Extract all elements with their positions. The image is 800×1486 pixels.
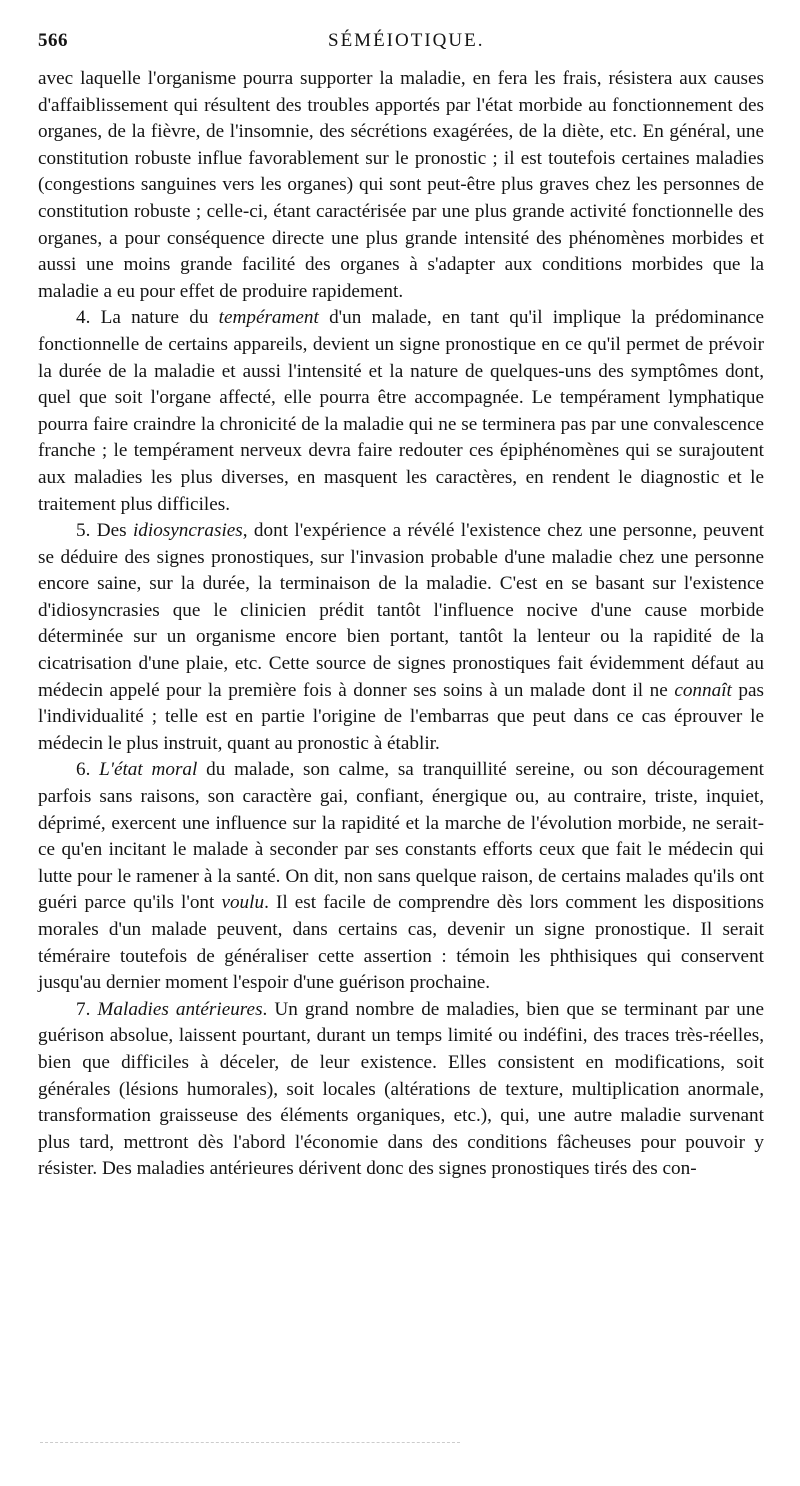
italic-term: tempérament: [218, 307, 319, 329]
body-text: [38, 66, 764, 1183]
italic-term: idiosyncrasies: [132, 520, 243, 542]
text-run: 4. La nature du: [76, 307, 219, 329]
text-run: pas l'individualité ; telle est en partie l'origine de l'embarras que peut dans ce cas éprouver le médecin le plus instruit, quant au pronostic à établir.: [38, 679, 764, 754]
text-run: 7.: [76, 998, 98, 1020]
page-bottom-marks: [40, 1442, 460, 1443]
text-run: d'un malade, en tant qu'il implique la prédominance fonctionnelle de certains appareils, devient un signe pronostique en ce qu'il permet de prévoir la durée de la maladie et aussi l'intensité et la nature de quelques-uns des symptômes dont, quel que soit l'organe affecté, elle pourra être accompagnée. Le tempérament lymphatique pourra faire craindre la chronicité de la maladie qui ne se terminera pas par une convalescence franche ; le tempérament nerveux devra faire redouter ces épiphénomènes qui se surajoutent aux maladies les plus diverses, en masquent les caractères, en rendent le diagnostic et le traitement plus difficiles.: [38, 307, 764, 515]
text-run: avec laquelle l'organisme pourra supporter la maladie, en fera les frais, résistera aux causes d'affaiblissement qui résultent des troubles apportés par l'état morbide au fonctionnement des organes, de la fièvre, de l'insomnie, des sécrétions exagérées, de la diète, etc. En général, une constitution robuste influe favorablement sur le pronostic ; il est toutefois certaines maladies (congestions sanguines vers les organes) qui sont peut-être plus graves chez les personnes de constitution robuste ; celle-ci, étant caractérisée par une plus grande activité fonctionnelle des organes, a pour conséquence directe une plus grande intensité des phénomènes morbides et aussi une moins grande facilité des organes à s'adapter aux conditions morbides que la maladie a eu pour effet de produire rapidement.: [38, 68, 764, 302]
paragraph-item-6: [38, 757, 764, 996]
paragraph-item-7: [38, 997, 764, 1183]
running-head: [38, 30, 764, 58]
text-run: du malade, son calme, sa tranquillité sereine, ou son découragement parfois sans raisons, son caractère gai, confiant, énergique ou, au contraire, triste, inquiet, déprimé, exercent une influence sur la rapidité et la marche de l'évolution morbide, ne serait-ce qu'en incitant le malade à seconder par ses constants efforts ceux que fait le médecin qui lutte pour le ramener à la santé. On dit, non sans quelque raison, de certains malades qu'ils ont guéri parce qu'ils l'ont: [38, 759, 765, 914]
italic-term: voulu: [221, 892, 265, 914]
paragraph-continued: [38, 66, 764, 305]
text-run: 5. Des: [76, 520, 133, 542]
italic-term: Maladies antérieures: [97, 998, 263, 1020]
running-title: SÉMÉIOTIQUE.: [328, 30, 485, 51]
text-run: . Il est facile de comprendre dès lors comment les dispositions morales d'un malade peuvent, dans certains cas, devenir un signe pronostique. Il serait téméraire toutefois de généraliser cette assertion : témoin les phthisiques qui conservent jusqu'au dernier moment l'espoir d'une guérison prochaine.: [38, 892, 764, 994]
italic-term: connaît: [674, 679, 732, 701]
text-run: . Un grand nombre de maladies, bien que se terminant par une guérison absolue, laissent pourtant, durant un temps limité ou indéfini, des traces très-réelles, bien que difficiles à déceler, de leur existence. Elles consistent en modifications, soit générales (lésions humorales), soit locales (altérations de texture, multiplication anormale, transformation graisseuse des éléments organiques, etc.), qui, une autre maladie survenant plus tard, mettront dès l'abord l'économie dans des conditions fâcheuses pour pouvoir y résister. Des maladies antérieures dérivent donc des signes pronostiques tirés des con-: [38, 998, 764, 1180]
page-number: 566: [38, 30, 68, 51]
italic-term: L'état moral: [99, 759, 198, 781]
text-run: , dont l'expérience a révélé l'existence chez une personne, peuvent se déduire des signes pronostiques, sur l'invasion probable d'une maladie chez une personne encore saine, sur la durée, la terminaison de la maladie. C'est en se basant sur l'existence d'idiosyncrasies que le clinicien prédit tantôt l'influence nocive d'une cause morbide déterminée sur un organisme encore bien portant, tantôt la lenteur ou la rapidité de la cicatrisation d'une plaie, etc. Cette source de signes pronostiques fait évidemment défaut au médecin appelé pour la première fois à donner ses soins à un malade dont il ne: [38, 520, 765, 701]
paragraph-item-5: [38, 518, 764, 757]
text-run: 6.: [76, 759, 100, 781]
paragraph-item-4: [38, 305, 764, 518]
